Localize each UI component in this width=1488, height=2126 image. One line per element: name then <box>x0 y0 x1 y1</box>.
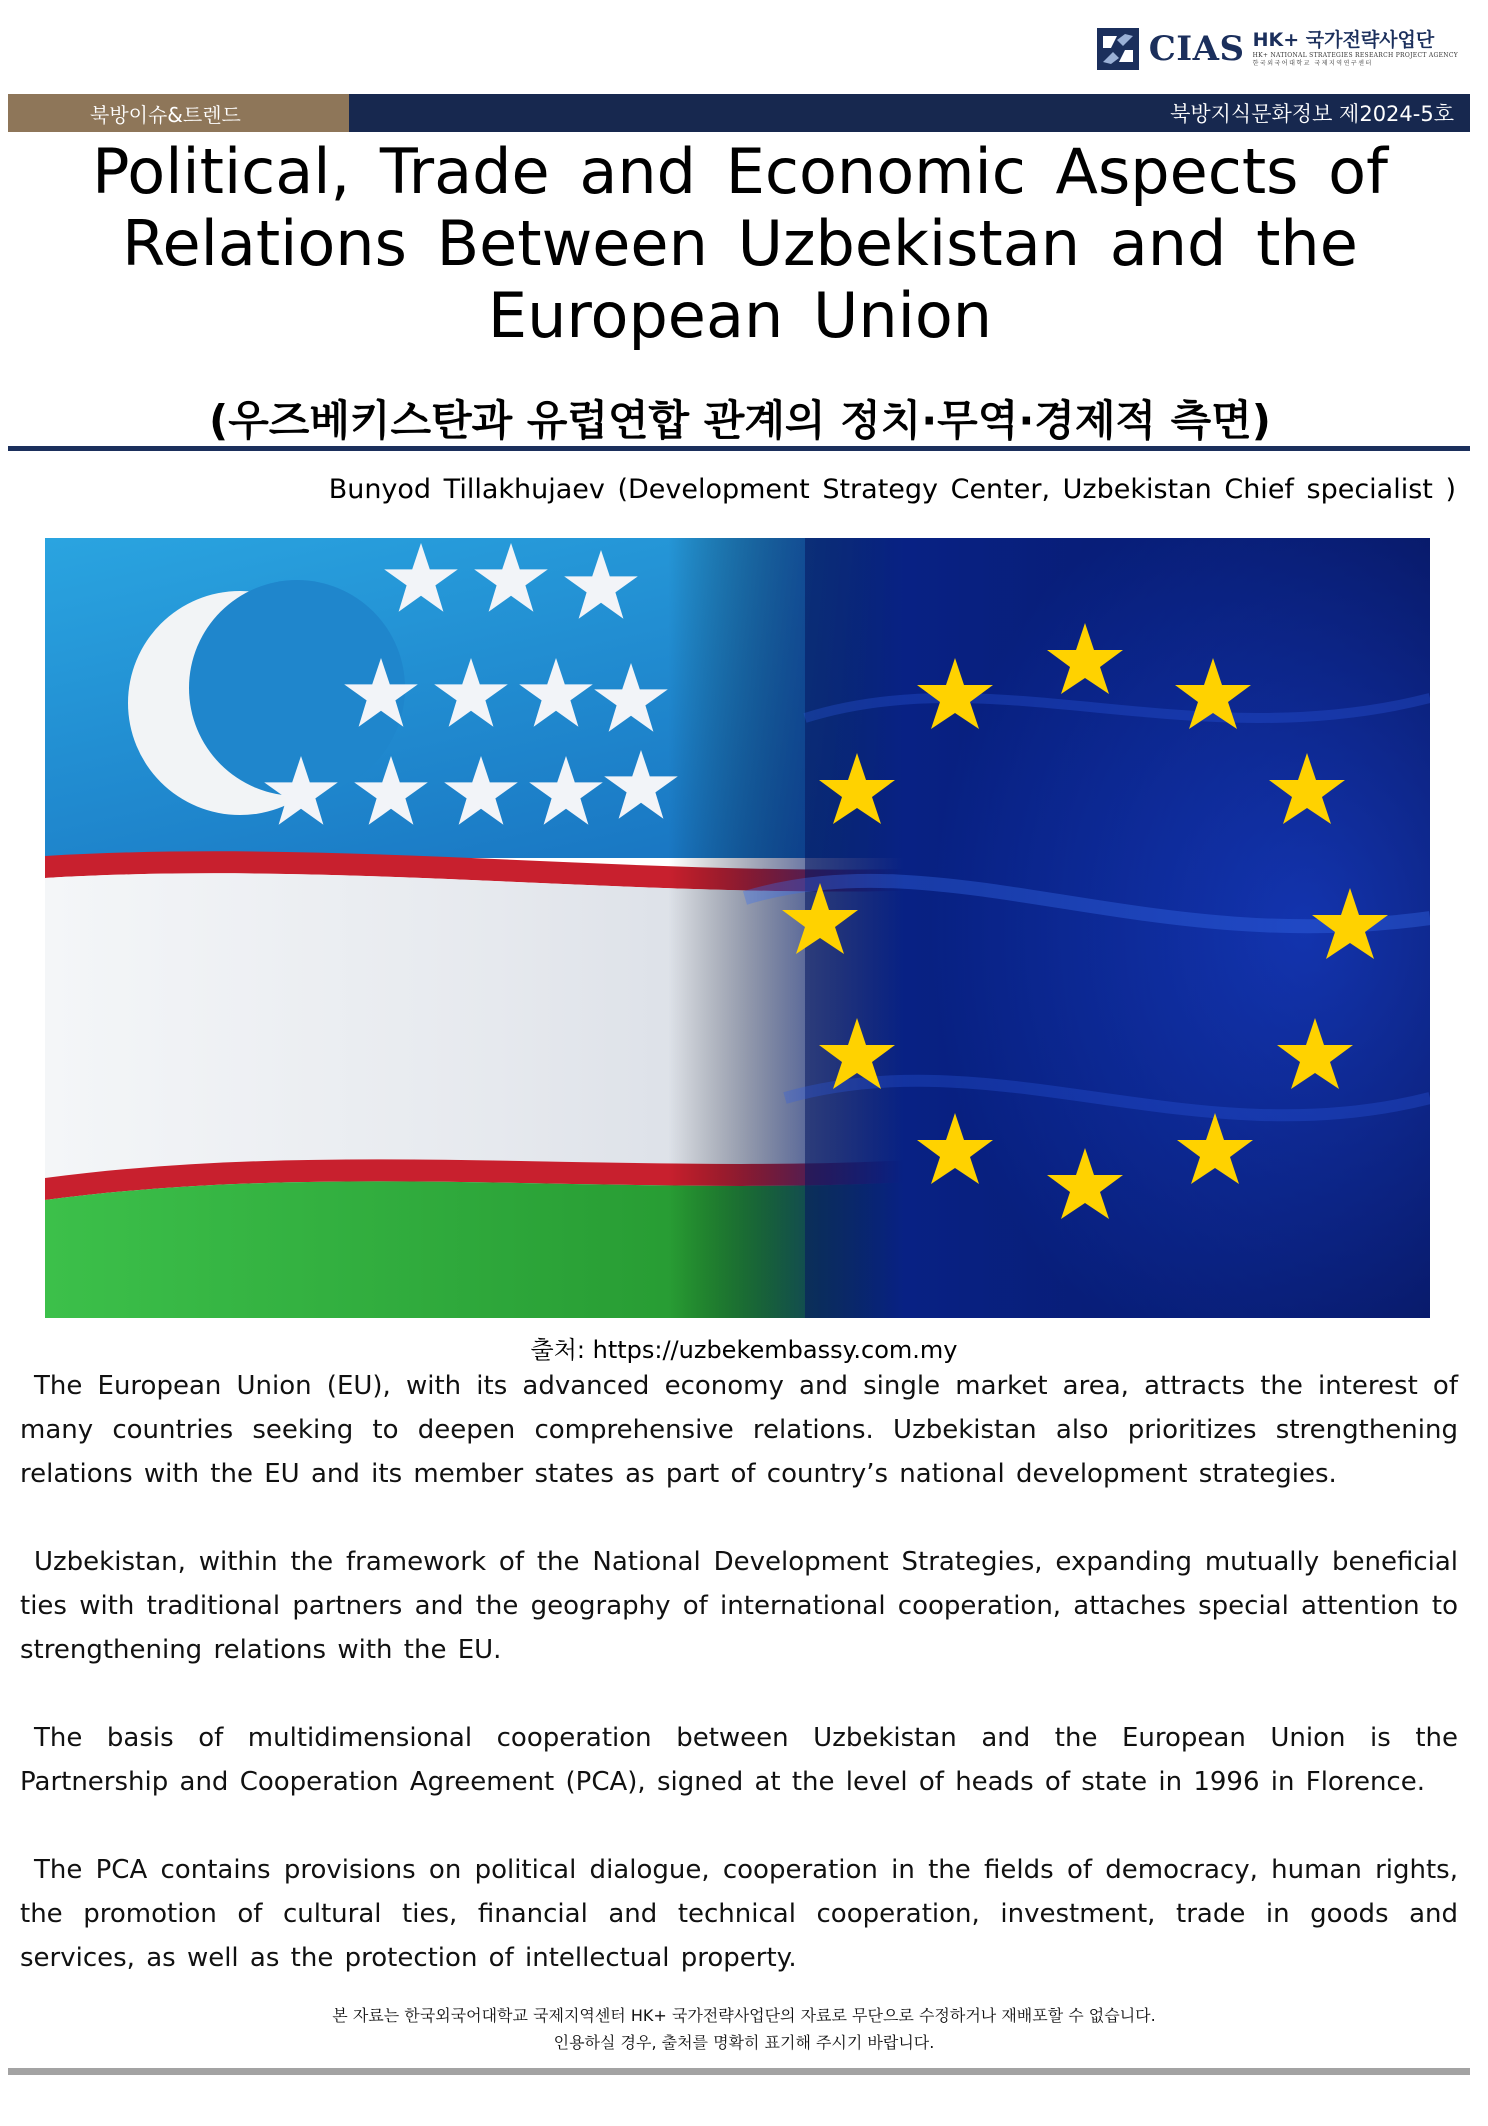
title-divider <box>8 446 1470 451</box>
citation-notice: 인용하실 경우, 출처를 명확히 표기해 주시기 바랍니다. <box>553 2033 935 2052</box>
logo-agency-subtitle-kr: 한국외국어대학교 국제지역연구센터 <box>1252 60 1373 67</box>
logo-cias-text: CIAS <box>1148 29 1245 69</box>
issue-number: 북방지식문화정보 제2024-5호 <box>349 94 1470 132</box>
cias-emblem-icon <box>1095 26 1141 72</box>
logo-agency-name: HK+ 국가전략사업단 <box>1252 29 1435 51</box>
copyright-notice: 본 자료는 한국외국어대학교 국제지역센터 HK+ 국가전략사업단의 자료로 무단으로 수정하거나 재배포할 수 없습니다. <box>332 2006 1156 2025</box>
article-body <box>20 1364 1458 1980</box>
paragraph: The basis of multidimensional cooperation between Uzbekistan and the European Union is the Partnership and Cooperation Agreement (PCA), signed at the level of heads of state in 1996 in Florence. <box>20 1723 1458 1797</box>
footer-divider <box>8 2068 1470 2075</box>
uzbekistan-eu-flags-image <box>45 538 1430 1318</box>
cias-logo <box>1095 26 1458 72</box>
author-line: Bunyod Tillakhujaev (Development Strategy Center, Uzbekistan Chief specialist ) <box>328 474 1456 505</box>
page-title: Political, Trade and Economic Aspects of Relations Between Uzbekistan and the European Union <box>92 135 1388 352</box>
paragraph: The European Union (EU), with its advanced economy and single market area, attracts the interest of many countries seeking to deepen comprehensive relations. Uzbekistan also prioritizes strengthening relations with the EU and its member states as part of country’s national development strategies. <box>20 1371 1458 1489</box>
header-band <box>8 94 1470 132</box>
paragraph: Uzbekistan, within the framework of the National Development Strategies, expanding mutually beneficial ties with traditional partners and the geography of international cooperation, attaches special attention to strengthening relations with the EU. <box>20 1547 1458 1665</box>
paragraph: The PCA contains provisions on political dialogue, cooperation in the fields of democracy, human rights, the promotion of cultural ties, financial and technical cooperation, investment, trade in goods and services, as well as the protection of intellectual property. <box>20 1855 1458 1973</box>
page-subtitle: (우즈베키스탄과 유럽연합 관계의 정치·무역·경제적 측면) <box>209 396 1271 445</box>
image-caption: 출처: https://uzbekembassy.com.my <box>530 1336 958 1364</box>
logo-agency-subtitle: HK+ NATIONAL STRATEGIES RESEARCH PROJECT AGENCY <box>1252 52 1458 59</box>
category-label: 북방이슈&트렌드 <box>8 94 349 132</box>
